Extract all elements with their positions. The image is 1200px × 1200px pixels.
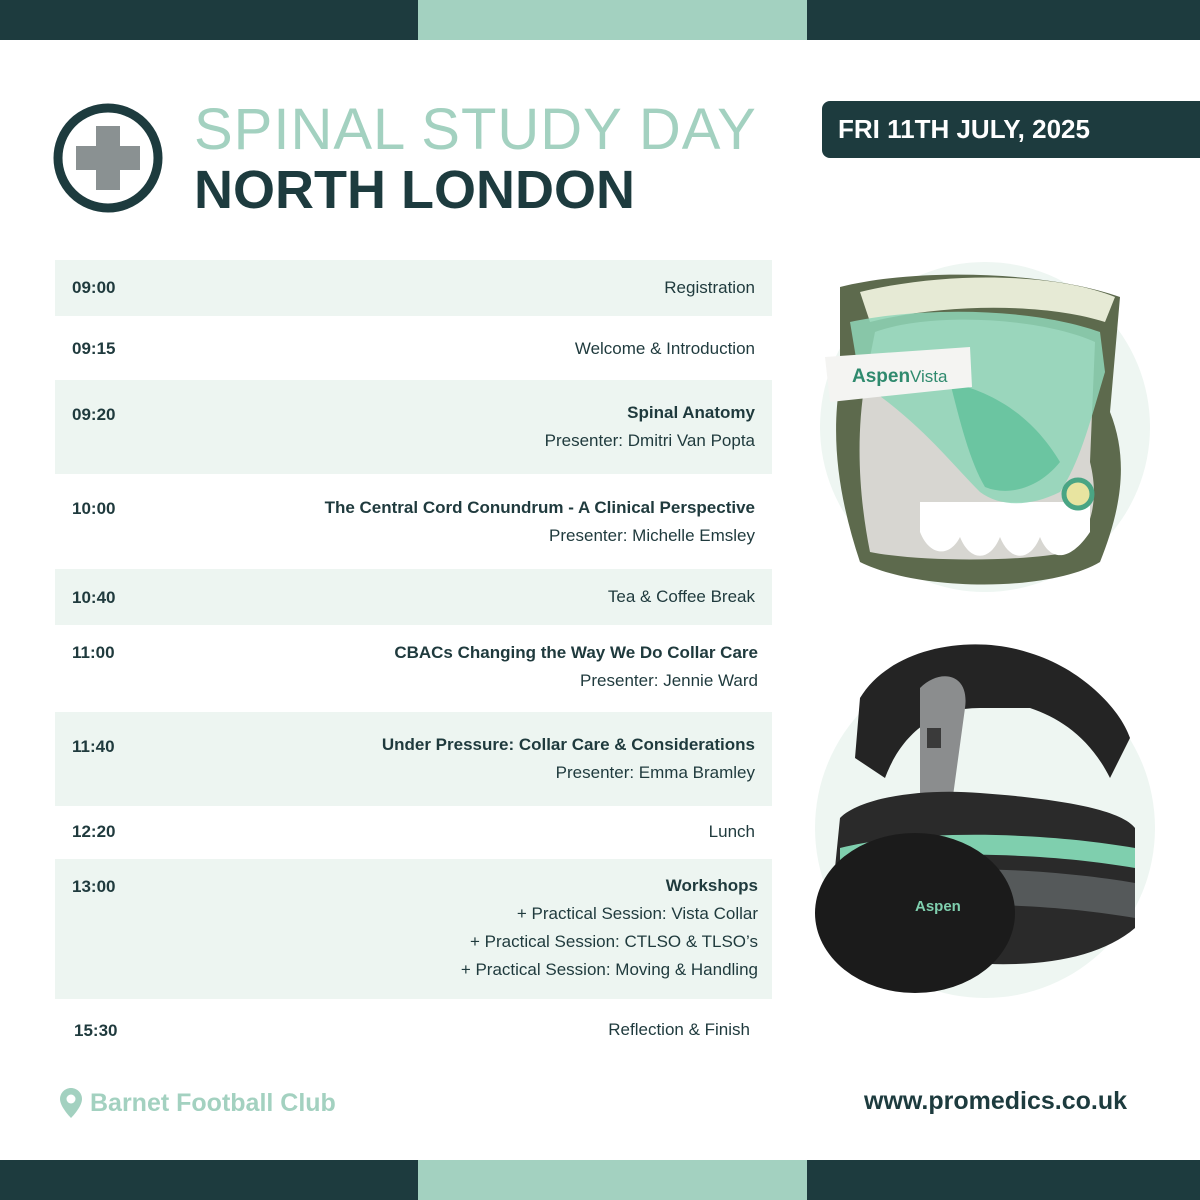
schedule-item-title: Reflection & Finish bbox=[608, 1020, 750, 1039]
schedule-row bbox=[55, 380, 772, 474]
schedule-item-presenter: Presenter: Michelle Emsley bbox=[549, 526, 755, 545]
schedule-row bbox=[55, 859, 772, 999]
bottom-color-bar bbox=[0, 1160, 1200, 1200]
map-pin-icon bbox=[60, 1088, 82, 1118]
schedule-row bbox=[55, 260, 772, 316]
schedule-time: 13:00 bbox=[72, 877, 116, 896]
event-location-title: NORTH LONDON bbox=[194, 160, 635, 220]
schedule-item-presenter: Presenter: Emma Bramley bbox=[555, 763, 755, 782]
schedule-row bbox=[55, 625, 772, 712]
workshop-session: + Practical Session: Moving & Handling bbox=[460, 960, 758, 979]
venue-name: Barnet Football Club bbox=[90, 1088, 336, 1117]
workshop-session: + Practical Session: Vista Collar bbox=[516, 904, 758, 923]
cervical-collar-image bbox=[800, 262, 1160, 602]
schedule-item-title: Workshops bbox=[665, 876, 758, 895]
schedule-row bbox=[55, 316, 772, 380]
schedule-item-title: Lunch bbox=[708, 822, 755, 841]
schedule-time: 11:00 bbox=[72, 643, 115, 662]
schedule-row bbox=[55, 474, 772, 569]
schedule-row bbox=[55, 806, 772, 859]
schedule-row bbox=[55, 999, 772, 1059]
brace-brand-label: Aspen bbox=[915, 898, 961, 915]
schedule-item-title: Welcome & Introduction bbox=[574, 339, 755, 358]
top-color-bar bbox=[0, 0, 1200, 40]
collar-model-label: Vista bbox=[910, 367, 948, 386]
schedule-item-title: Spinal Anatomy bbox=[627, 403, 755, 422]
thoracic-brace-image bbox=[800, 628, 1160, 1008]
medical-cross-icon bbox=[52, 102, 164, 214]
schedule-time: 09:15 bbox=[72, 339, 116, 358]
schedule-time: 09:20 bbox=[72, 405, 116, 424]
schedule-item-title: Tea & Coffee Break bbox=[607, 587, 755, 606]
website-link[interactable]: www.promedics.co.uk bbox=[864, 1087, 1128, 1115]
event-date-badge: FRI 11TH JULY, 2025 bbox=[822, 101, 1200, 158]
schedule-time: 11:40 bbox=[72, 737, 115, 756]
collar-brand-label: Aspen bbox=[852, 366, 911, 387]
schedule-time: 10:40 bbox=[72, 588, 116, 607]
schedule-item-presenter: Presenter: Dmitri Van Popta bbox=[544, 431, 755, 450]
workshop-session: + Practical Session: CTLSO & TLSO’s bbox=[469, 932, 758, 951]
schedule-item-title: Under Pressure: Collar Care & Considerations bbox=[381, 735, 755, 754]
event-title: SPINAL STUDY DAY bbox=[194, 97, 757, 162]
schedule-row bbox=[55, 569, 772, 625]
schedule-item-title: CBACs Changing the Way We Do Collar Care bbox=[394, 643, 758, 662]
schedule-item-presenter: Presenter: Jennie Ward bbox=[580, 671, 758, 690]
venue-location bbox=[60, 1085, 336, 1121]
schedule-item-title: The Central Cord Conundrum - A Clinical Perspective bbox=[324, 498, 755, 517]
schedule-row bbox=[55, 712, 772, 806]
schedule-time: 09:00 bbox=[72, 278, 116, 297]
schedule-time: 12:20 bbox=[72, 822, 116, 841]
schedule-time: 15:30 bbox=[74, 1021, 118, 1040]
schedule-item-title: Registration bbox=[664, 278, 755, 297]
schedule-time: 10:00 bbox=[72, 499, 116, 518]
